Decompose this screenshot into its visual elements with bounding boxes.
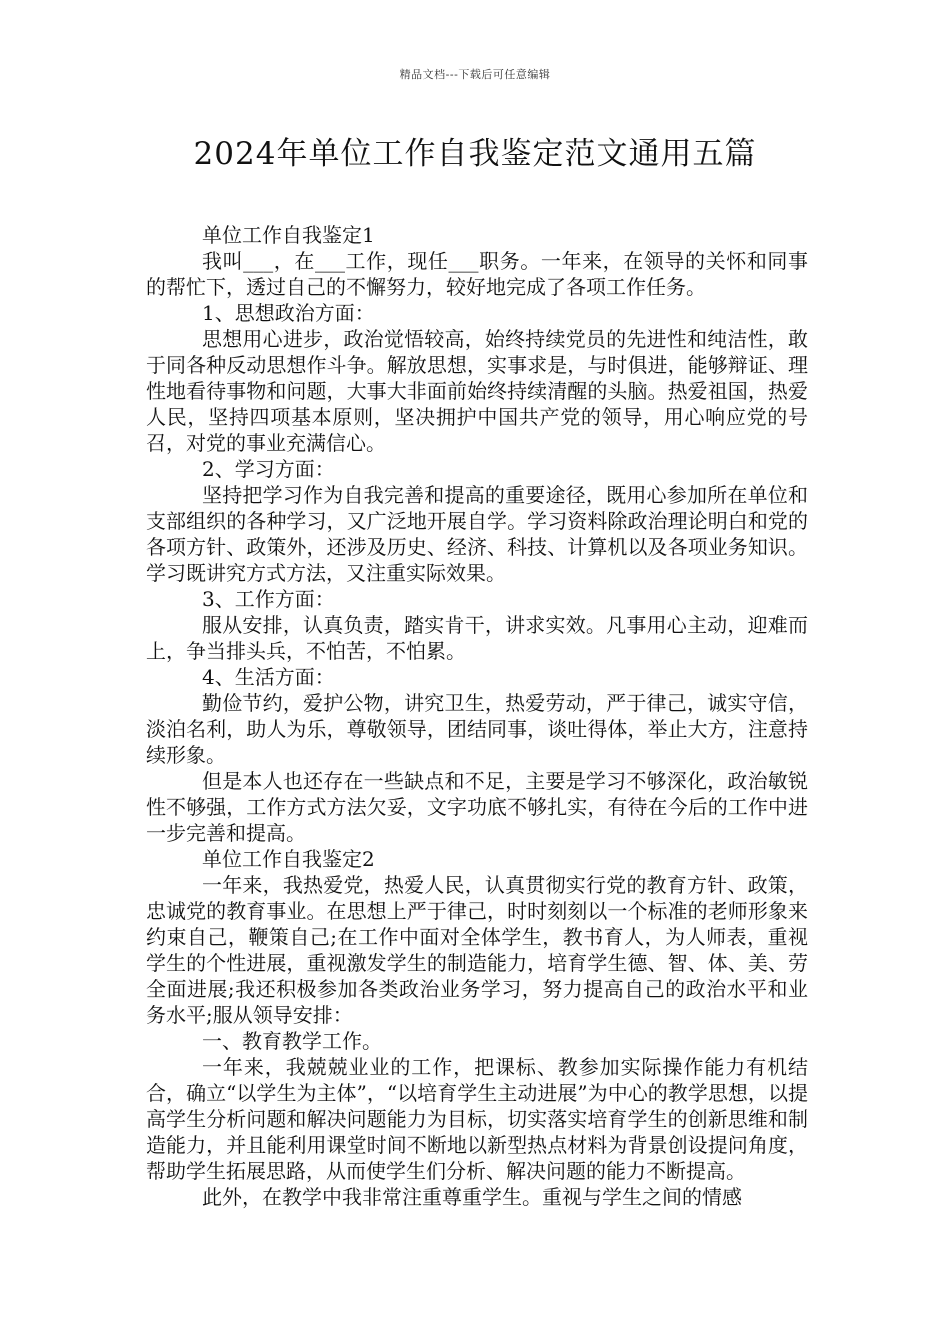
body-paragraph: 此外，在教学中我非常注重尊重学生。重视与学生之间的情感 [202, 1185, 742, 1209]
body-paragraph: 但是本人也还存在一些缺点和不足，主要是学习不够深化，政治敏锐性不够强，工作方式方法欠妥，文字功底不够扎实，有待在今后的工作中进一步完善和提高。 [146, 769, 808, 845]
subsection-heading: 1、思想政治方面： [202, 301, 375, 325]
body-paragraph: 坚持把学习作为自我完善和提高的重要途径，既用心参加所在单位和支部组织的各种学习，又广泛地开展自学。学习资料除政治理论明白和党的各项方针、政策外，还涉及历史、经济、科技、计算机以及各项业务知识。学习既讲究方式方法，又注重实际效果。 [146, 483, 808, 585]
document-body [146, 222, 808, 1210]
section-heading: 单位工作自我鉴定2 [202, 847, 375, 871]
section-heading: 单位工作自我鉴定1 [202, 223, 375, 247]
body-paragraph: 我叫___，在___工作，现任___职务。一年来，在领导的关怀和同事的帮忙下，透过自己的不懈努力，较好地完成了各项工作任务。 [146, 249, 808, 299]
document-title: 2024年单位工作自我鉴定范文通用五篇 [193, 136, 757, 172]
body-paragraph: 勤俭节约，爱护公物，讲究卫生，热爱劳动，严于律己，诚实守信，淡泊名利，助人为乐，尊敬领导，团结同事，谈吐得体，举止大方，注意持续形象。 [146, 691, 808, 767]
subsection-heading: 3、工作方面： [202, 587, 335, 611]
page-header-note: 精品文档---下载后可任意编辑 [399, 68, 551, 81]
subsection-heading: 4、生活方面： [202, 665, 335, 689]
body-paragraph: 一年来，我兢兢业业的工作，把课标、教参加实际操作能力有机结合，确立“以学生为主体”，“以培育学生主动进展”为中心的教学思想，以提高学生分析问题和解决问题能力为目标，切实落实培育学生的创新思维和制造能力，并且能利用课堂时间不断地以新型热点材料为背景创设提问角度，帮助学生拓展思路，从而使学生们分析、解决问题的能力不断提高。 [146, 1055, 808, 1183]
subsection-heading: 一、教育教学工作。 [202, 1029, 382, 1053]
body-paragraph: 思想用心进步，政治觉悟较高，始终持续党员的先进性和纯洁性，敢于同各种反动思想作斗争。解放思想，实事求是，与时俱进，能够辩证、理性地看待事物和问题，大事大非面前始终持续清醒的头脑。热爱祖国，热爱人民，坚持四项基本原则，坚决拥护中国共产党的领导，用心响应党的号召，对党的事业充满信心。 [146, 327, 808, 455]
body-paragraph: 服从安排，认真负责，踏实肯干，讲求实效。凡事用心主动，迎难而上，争当排头兵，不怕苦，不怕累。 [146, 613, 808, 663]
body-paragraph: 一年来，我热爱党，热爱人民，认真贯彻实行党的教育方针、政策，忠诚党的教育事业。在思想上严于律己，时时刻刻以一个标准的老师形象来约束自己，鞭策自己;在工作中面对全体学生，教书育人，为人师表，重视学生的个性进展，重视激发学生的制造能力，培育学生德、智、体、美、劳全面进展;我还积极参加各类政治业务学习，努力提高自己的政治水平和业务水平;服从领导安排： [146, 873, 808, 1027]
subsection-heading: 2、学习方面： [202, 457, 335, 481]
